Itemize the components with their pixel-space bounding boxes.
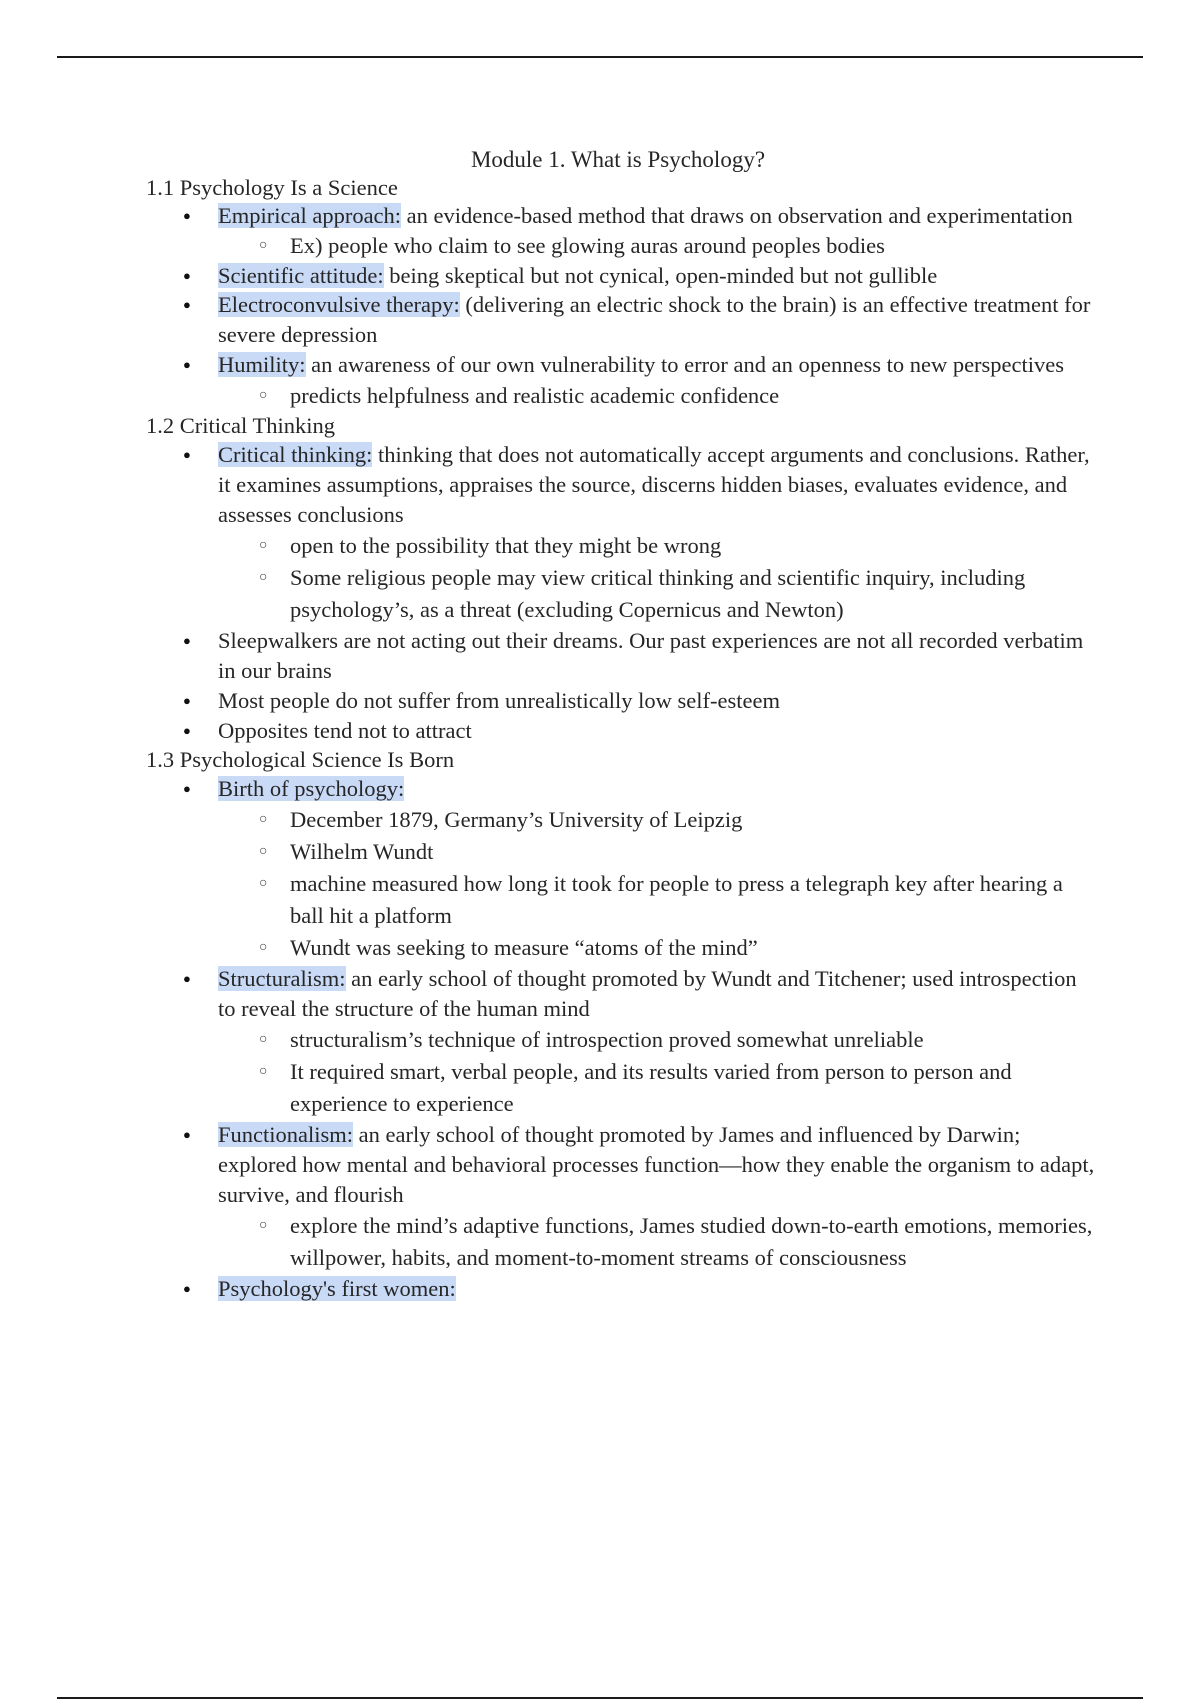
item-text: an evidence-based method that draws on observation and experimentation bbox=[401, 203, 1073, 228]
list-item bbox=[146, 350, 1096, 412]
item-text: being skeptical but not cynical, open-minded but not gullible bbox=[383, 263, 938, 288]
item-text: thinking that does not automatically accept arguments and conclusions. Rather, it examines assumptions, appraises the source, discerns hidden biases, evaluates evidence, and assesses conclusions bbox=[218, 442, 1090, 527]
highlighted-term: Structuralism: bbox=[218, 966, 346, 991]
highlighted-term: Psychology's first women: bbox=[218, 1276, 456, 1301]
highlighted-term: Empirical approach: bbox=[218, 203, 402, 228]
sub-list bbox=[218, 1210, 1096, 1274]
sub-list-item: ○ open to the possibility that they might be wrong bbox=[218, 530, 1096, 562]
highlighted-term: Functionalism: bbox=[218, 1122, 353, 1147]
sub-list-item: ○ It required smart, verbal people, and its results varied from person to person and experience to experience bbox=[218, 1056, 1096, 1120]
list-item bbox=[146, 440, 1096, 626]
sub-list-item: ○ December 1879, Germany’s University of Leipzig bbox=[218, 804, 1096, 836]
bullet-list bbox=[146, 440, 1096, 746]
header-rule bbox=[57, 56, 1143, 58]
highlighted-term: Humility: bbox=[218, 352, 306, 377]
section-heading: 1.2 Critical Thinking bbox=[146, 413, 335, 438]
list-item bbox=[146, 202, 1096, 262]
page-title: Module 1. What is Psychology? bbox=[470, 147, 766, 172]
list-item bbox=[146, 1120, 1096, 1274]
list-item bbox=[146, 774, 1096, 964]
sub-list bbox=[218, 230, 1096, 262]
footer-rule bbox=[57, 1697, 1143, 1699]
section bbox=[146, 174, 1096, 412]
sub-list-item: ○ structuralism’s technique of introspection proved somewhat unreliable bbox=[218, 1024, 1096, 1056]
sub-list-item: ○ explore the mind’s adaptive functions, James studied down-to-earth emotions, memories, willpower, habits, and moment-to-moment streams of consciousness bbox=[218, 1210, 1096, 1274]
highlighted-term: Birth of psychology: bbox=[218, 776, 405, 801]
sub-list-item: ○ Ex) people who claim to see glowing auras around peoples bodies bbox=[218, 230, 1096, 262]
item-text: an early school of thought promoted by James and influenced by Darwin; explored how mental and behavioral processes function—how they enable the organism to adapt, survive, and flourish bbox=[218, 1122, 1095, 1207]
section bbox=[146, 746, 1096, 1304]
list-item: ● Most people do not suffer from unrealistically low self-esteem bbox=[146, 686, 1096, 716]
item-text: an early school of thought promoted by Wundt and Titchener; used introspection to reveal the structure of the human mind bbox=[218, 966, 1077, 1021]
list-item bbox=[146, 964, 1096, 1120]
sub-list bbox=[218, 1024, 1096, 1120]
list-item bbox=[146, 1274, 1096, 1304]
highlighted-term: Critical thinking: bbox=[218, 442, 373, 467]
sub-list-item: ○ Wilhelm Wundt bbox=[218, 836, 1096, 868]
sub-list bbox=[218, 380, 1096, 412]
list-item bbox=[146, 290, 1096, 350]
bullet-list bbox=[146, 202, 1096, 412]
list-item: ● Sleepwalkers are not acting out their dreams. Our past experiences are not all recorded verbatim in our brains bbox=[146, 626, 1096, 686]
sub-list bbox=[218, 530, 1096, 626]
sub-list-item: ○ predicts helpfulness and realistic academic confidence bbox=[218, 380, 1096, 412]
sub-list-item: ○ Wundt was seeking to measure “atoms of the mind” bbox=[218, 932, 1096, 964]
sub-list-item: ○ Some religious people may view critical thinking and scientific inquiry, including psychology’s, as a threat (excluding Copernicus and Newton) bbox=[218, 562, 1096, 626]
highlighted-term: Electroconvulsive therapy: bbox=[218, 292, 460, 317]
sub-list-item: ○ machine measured how long it took for people to press a telegraph key after hearing a ball hit a platform bbox=[218, 868, 1096, 932]
sub-list bbox=[218, 804, 1096, 964]
section bbox=[146, 412, 1096, 746]
item-text: an awareness of our own vulnerability to error and an openness to new perspectives bbox=[305, 352, 1065, 377]
bullet-list bbox=[146, 774, 1096, 1304]
document-body bbox=[146, 174, 1096, 1304]
highlighted-term: Scientific attitude: bbox=[218, 263, 384, 288]
list-item: ● Opposites tend not to attract bbox=[146, 716, 1096, 746]
section-heading: 1.3 Psychological Science Is Born bbox=[146, 747, 455, 772]
item-text: (delivering an electric shock to the brain) is an effective treatment for severe depression bbox=[218, 292, 1091, 347]
list-item bbox=[146, 262, 1096, 290]
section-heading: 1.1 Psychology Is a Science bbox=[146, 175, 398, 200]
